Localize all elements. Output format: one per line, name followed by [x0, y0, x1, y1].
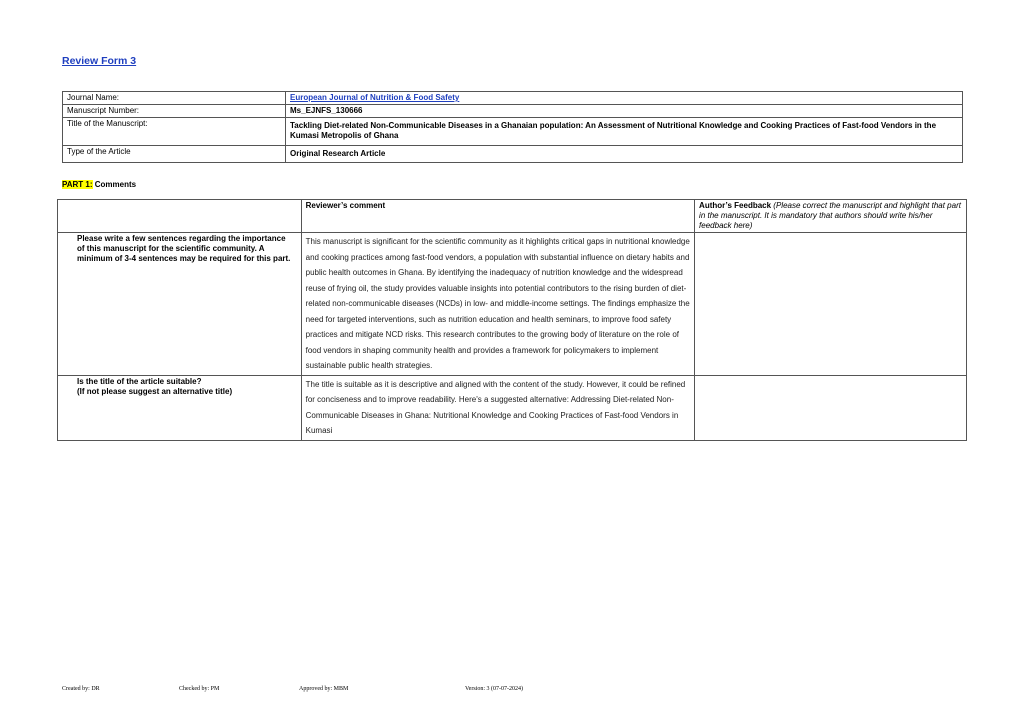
part-heading — [62, 180, 136, 189]
info-row-journal — [63, 92, 963, 105]
manuscript-title: Tackling Diet-related Non-Communicable Diseases in a Ghanaian population: An Assessment of Nutritional Knowledge and Cooking Practices of Fast-food Vendors in the Kumasi Metropolis of Ghana — [286, 118, 963, 146]
header-empty-cell — [58, 200, 302, 233]
journal-name-text[interactable]: European Journal of Nutrition & Food Safety — [290, 93, 460, 102]
reviewer-comment-cell — [301, 375, 694, 440]
part-label: PART 1: — [62, 180, 93, 189]
author-feedback-field[interactable] — [695, 375, 967, 440]
question-importance: Please write a few sentences regarding the importance of this manuscript for the scientific community. A minimum of 3-4 sentences may be required for this part. — [58, 233, 302, 376]
info-row-article-type — [63, 146, 963, 163]
article-type: Original Research Article — [286, 146, 963, 163]
form-title: Review Form 3 — [62, 55, 137, 67]
part-title: Comments — [94, 180, 137, 189]
reviewer-comment-header: Reviewer’s comment — [301, 200, 694, 233]
table-row — [58, 233, 967, 376]
info-label: Title of the Manuscript: — [63, 118, 286, 146]
question-title-suitable: Is the title of the article suitable? (If not please suggest an alternative title) — [58, 375, 302, 440]
info-label: Type of the Article — [63, 146, 286, 163]
author-feedback-header — [695, 200, 967, 233]
reviewer-comment-importance: This manuscript is significant for the scientific community as it highlights critical gaps in nutritional knowledge and cooking practices among fast-food vendors, a population with substantial influence on dietary habits and public health outcomes in Ghana. By identifying the inadequacy of nutrition knowledge and the widespread reuse of frying oil, the study provides valuable insights into potential contributors to the rising burden of diet-related non-communicable diseases (NCDs) in low- and middle-income settings. The findings emphasize the need for targeted interventions, such as nutrition education and health seminars, to improve food safety practices and mitigate NCD risks. This research contributes to the growing body of literature on the role of food vendors in shaping community health and provides a framework for policymakers to implement sustainable public health strategies. — [305, 237, 690, 370]
reviewer-comment-cell — [301, 233, 694, 376]
comments-header-row — [58, 200, 967, 233]
reviewer-comment-title: The title is suitable as it is descriptive and aligned with the content of the study. However, it could be refined for conciseness and to improve readability. Here's a suggested alternative: Addressing Diet-related Non-Communicable Diseases in Ghana: Nutritional Knowledge and Cooking Practices of Fast-food Vendors in Kumasi — [305, 379, 686, 435]
info-label: Manuscript Number: — [63, 105, 286, 118]
manuscript-info-table — [62, 91, 963, 163]
journal-name-link[interactable] — [286, 92, 963, 105]
info-row-manuscript-number — [63, 105, 963, 118]
comments-table — [57, 199, 967, 441]
footer-version: Version: 3 (07-07-2024) — [465, 686, 523, 692]
info-label: Journal Name: — [63, 92, 286, 105]
author-feedback-header-label: Author’s Feedback — [699, 201, 772, 210]
author-feedback-instructions: (Please correct the manuscript and highlight that part in the manuscript. It is mandatory that authors should write his/her feedback here) — [699, 201, 961, 230]
manuscript-number: Ms_EJNFS_130666 — [286, 105, 963, 118]
footer-checked: Checked by: PM — [179, 686, 220, 692]
footer-created: Created by: DR — [62, 686, 100, 692]
info-row-title — [63, 118, 963, 146]
author-feedback-field[interactable] — [695, 233, 967, 376]
footer-approved: Approved by: MBM — [299, 686, 349, 692]
table-row — [58, 375, 967, 440]
